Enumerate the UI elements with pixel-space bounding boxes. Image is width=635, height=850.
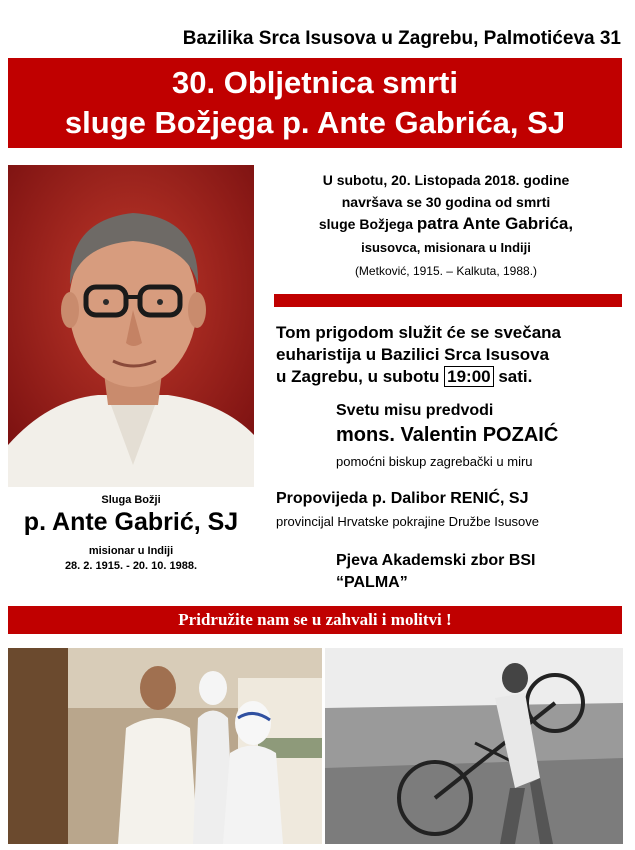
title-banner <box>8 58 622 148</box>
header-address: Bazilika Srca Isusova u Zagrebu, Palmotićeva 31 <box>182 28 621 49</box>
celebrant-intro: Svetu misu predvodi <box>336 402 494 419</box>
caption-dates: 28. 2. 1915. - 20. 10. 1988. <box>64 560 198 572</box>
mass-line-3 <box>276 366 532 388</box>
intro-line-2: navršava se 30 godina od smrti <box>341 194 551 210</box>
mass-line-2: euharistija u Bazilici Srca Isusova <box>276 345 550 364</box>
choir-line-1: Pjeva Akademski zbor BSI <box>336 552 536 569</box>
caption-name: p. Ante Gabrić, SJ <box>23 508 239 536</box>
invite-banner: Pridružite nam se u zahvali i molitvi ! <box>8 606 622 634</box>
title-line-1: 30. Obljetnica smrti <box>172 65 458 100</box>
caption-servant-of-god: Sluga Božji <box>101 494 161 506</box>
portrait-photo <box>8 165 254 487</box>
red-divider <box>274 294 622 307</box>
intro-line-3 <box>270 214 622 234</box>
intro-line-3b: patra Ante Gabrića, <box>416 214 574 233</box>
celebrant-title: pomoćni biskup zagrebački u miru <box>336 454 533 469</box>
photo-with-bicycle <box>325 648 623 844</box>
preacher-line-1: Propovijeda p. Dalibor RENIĆ, SJ <box>276 490 529 507</box>
preacher-line-2: provincijal Hrvatske pokrajine Družbe Isusove <box>276 514 540 529</box>
photo-with-sisters <box>8 648 322 844</box>
intro-line-4: isusovca, misionara u Indiji <box>361 240 531 255</box>
intro-line-3a: sluge Božjega <box>318 216 414 232</box>
mass-time: 19:00 <box>444 366 493 387</box>
mass-line-3a: u Zagrebu, u subotu <box>276 367 440 386</box>
title-line-2: sluge Božjega p. Ante Gabrića, SJ <box>64 105 566 140</box>
mass-line-1: Tom prigodom služit će se svečana <box>276 323 561 342</box>
celebrant-name: mons. Valentin POZAIĆ <box>336 424 559 446</box>
choir-line-2: “PALMA” <box>336 574 408 591</box>
caption-role: misionar u Indiji <box>88 545 174 557</box>
intro-line-1: U subotu, 20. Listopada 2018. godine <box>322 172 570 188</box>
intro-line-5: (Metković, 1915. – Kalkuta, 1988.) <box>354 264 538 278</box>
mass-line-3b: sati. <box>498 367 533 386</box>
